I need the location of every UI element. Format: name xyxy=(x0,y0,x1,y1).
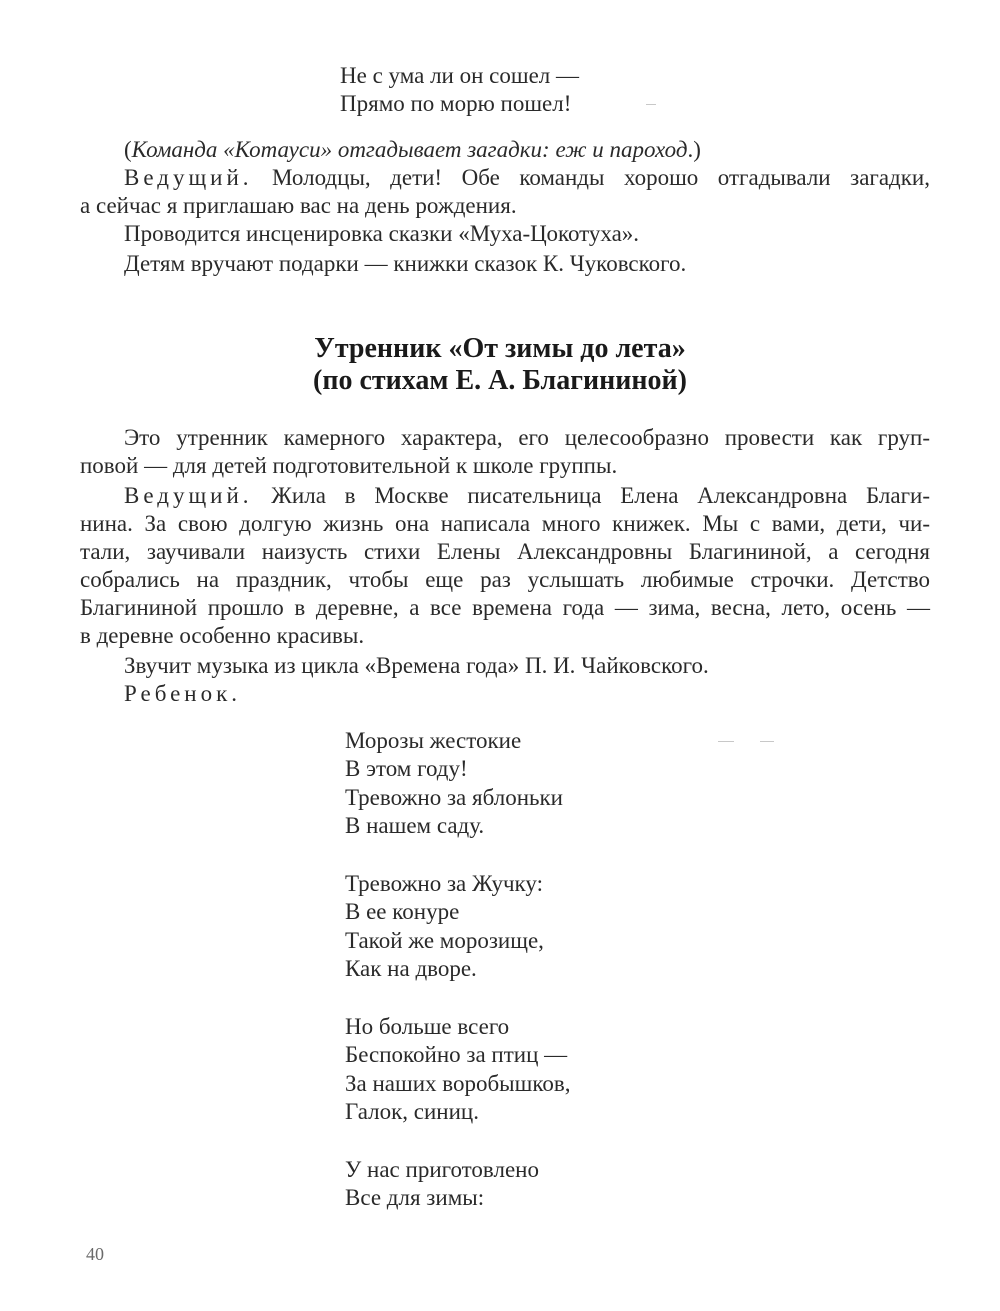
poem-line: Все для зимы: xyxy=(345,1185,485,1210)
section-heading-line-2: (по стихам Е. А. Благининой) xyxy=(313,365,687,396)
poem-line: Тревожно за Жучку: xyxy=(345,871,543,896)
intro-paragraph-line-1: Это утренник камерного характера, его целесообразно провести как груп- xyxy=(124,425,930,450)
print-speck xyxy=(718,741,734,742)
host-line-2-continuation: нина. За свою долгую жизнь она написала много книжек. Мы с вами, дети, чи- xyxy=(80,511,930,536)
section-heading-line-1: Утренник «От зимы до лета» xyxy=(314,333,686,364)
staging-line: Проводится инсценировка сказки «Муха-Цокотуха». xyxy=(124,221,640,246)
poem-line: Беспокойно за птиц — xyxy=(345,1042,568,1067)
host-line-1-text: Молодцы, дети! Обе команды хорошо отгадывали загадки, xyxy=(252,165,930,190)
poem-line: Галок, синиц. xyxy=(345,1099,479,1124)
page-number: 40 xyxy=(86,1244,104,1264)
intro-poem-line-2: Прямо по морю пошел! xyxy=(340,91,572,116)
poem-line: Морозы жестокие xyxy=(345,728,522,753)
gifts-line: Детям вручают подарки — книжки сказок К. Чуковского. xyxy=(124,251,687,276)
poem-line: Такой же морозище, xyxy=(345,928,544,953)
riddle-note xyxy=(124,136,701,164)
poem-line: У нас приготовлено xyxy=(345,1157,539,1182)
host-line-2-text: Жила в Москве писательница Елена Александровна Благи- xyxy=(252,483,930,508)
poem-line: Но больше всего xyxy=(345,1014,510,1039)
poem-line: За наших воробышков, xyxy=(345,1071,571,1096)
riddle-note-open: ( xyxy=(124,137,132,162)
host-line-1 xyxy=(124,164,930,192)
riddle-note-close: .) xyxy=(687,137,701,162)
host-line-2-continuation: собрались на праздник, чтобы еще раз услышать любимые строчки. Детство xyxy=(80,567,930,592)
poem-line: В ее конуре xyxy=(345,899,460,924)
speaker-label: Ведущий. xyxy=(124,165,253,190)
riddle-note-italic: Команда «Котауси» отгадывает загадки: еж и пароход xyxy=(131,137,688,162)
intro-paragraph-line-2: повой — для детей подготовительной к школе группы. xyxy=(80,453,618,478)
music-line: Звучит музыка из цикла «Времена года» П. И. Чайковского. xyxy=(124,653,709,678)
host-line-2 xyxy=(124,482,930,510)
poem-line: Как на дворе. xyxy=(345,956,477,981)
speaker-label: Ведущий. xyxy=(124,483,253,508)
poem-line: Тревожно за яблоньки xyxy=(345,785,563,810)
child-label: Ребенок. xyxy=(124,681,242,706)
host-line-2-continuation: тали, заучивали наизусть стихи Елены Александровны Благининой, а сегодня xyxy=(80,539,930,564)
host-line-2-continuation: в деревне особенно красивы. xyxy=(80,623,365,648)
poem-line: В этом году! xyxy=(345,756,468,781)
poem-line: В нашем саду. xyxy=(345,813,485,838)
host-line-1-continuation: а сейчас я приглашаю вас на день рождения. xyxy=(80,193,517,218)
print-speck xyxy=(760,741,774,742)
intro-poem-line-1: Не с ума ли он сошел — xyxy=(340,63,580,88)
print-speck xyxy=(646,104,656,105)
host-line-2-continuation: Благининой прошло в деревне, а все времена года — зима, весна, лето, осень — xyxy=(80,595,930,620)
